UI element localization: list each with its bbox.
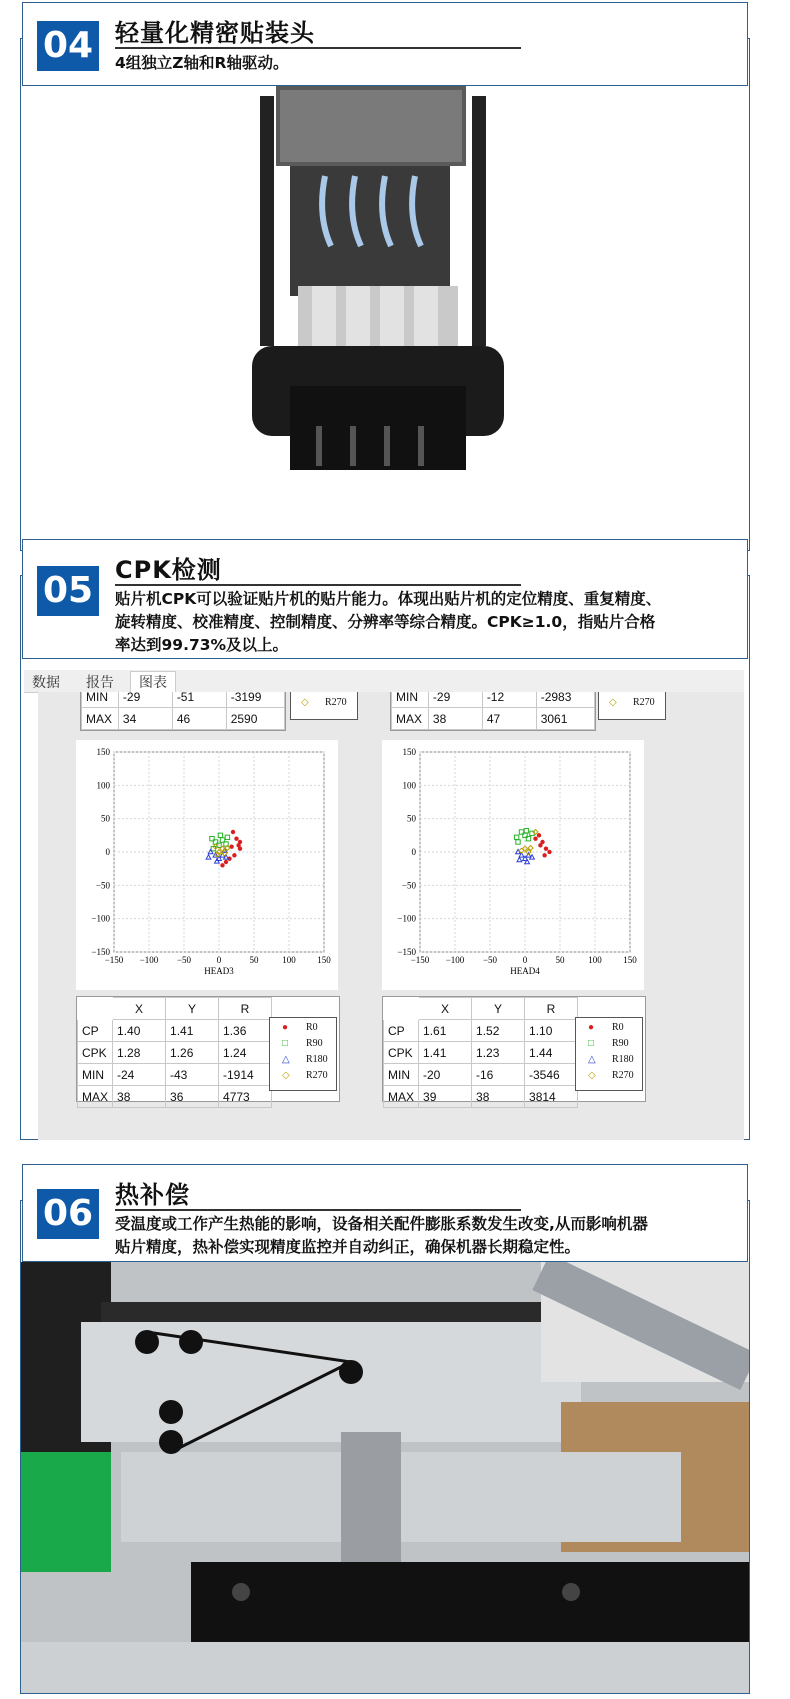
x-tick-label: −50: [176, 955, 192, 965]
scatter-chart-head3: [76, 740, 338, 990]
data-point-r0: [220, 863, 224, 867]
section-description: 受温度或工作产生热能的影响，设备相关配件膨胀系数发生改变,从而影响机器 贴片精度，热补偿实现精度监控并自动纠正，确保机器长期稳定性。: [115, 1215, 648, 1256]
table-row: MIN -29 -12 -2983: [392, 692, 595, 708]
legend-marker-icon: ◇: [609, 697, 617, 708]
section-title: CPK检测: [115, 556, 222, 584]
data-point-r0: [232, 853, 236, 857]
y-tick-label: −100: [397, 913, 416, 924]
scatter-plot-head3: [76, 740, 338, 990]
legend-marker-icon: □: [282, 1038, 289, 1049]
y-tick-label: 150: [402, 747, 416, 757]
machine-interior-photo: [21, 1262, 749, 1693]
x-tick-label: −150: [104, 955, 124, 965]
data-point-r0: [533, 836, 537, 840]
table-row: MIN -20 -16 -3546: [384, 1064, 578, 1086]
y-tick-label: −100: [91, 913, 110, 924]
legend-label: R90: [306, 1038, 323, 1049]
data-point-r0: [537, 833, 541, 837]
data-point-r0: [547, 850, 551, 854]
x-tick-label: 0: [216, 955, 222, 965]
legend-label: R270: [612, 1070, 634, 1081]
legend-marker-icon: ◇: [301, 697, 309, 708]
section-description: 贴片机CPK可以验证贴片机的贴片能力。体现出贴片机的定位精度、重复精度、 旋转精度、校准精度、控制精度、分辨率等综合精度。CPK≥1.0，指贴片合格 率达到99.73%及以上。: [115, 590, 662, 654]
y-tick-label: −150: [91, 947, 110, 957]
legend-label: R180: [306, 1054, 328, 1065]
data-point-r0: [238, 840, 242, 844]
cpk-chart-panel: [38, 692, 744, 1140]
section-06-header: [22, 1164, 748, 1262]
section-title: 热补偿: [115, 1181, 190, 1209]
x-tick-label: 100: [282, 955, 296, 965]
y-tick-label: 0: [411, 847, 416, 857]
x-tick-label: −50: [482, 955, 498, 965]
data-point-r0: [238, 846, 242, 850]
table-row: CPK 1.41 1.23 1.44: [384, 1042, 578, 1064]
software-tab-bar: [24, 670, 744, 693]
table-header-row: X Y R: [78, 998, 272, 1020]
legend-head3: [269, 1017, 337, 1091]
top-stats-table-left: [80, 692, 286, 731]
x-tick-label: 100: [588, 955, 602, 965]
y-tick-label: 0: [105, 847, 110, 857]
legend-head4: [575, 1017, 643, 1091]
x-tick-label: 50: [555, 955, 565, 965]
section-badge: 04: [37, 21, 99, 71]
table-row: MAX 38 36 4773: [78, 1086, 272, 1108]
legend-marker-icon: ◇: [282, 1070, 290, 1081]
table-row: MAX 38 47 3061: [392, 708, 595, 730]
data-point-r0: [234, 836, 238, 840]
legend-marker-icon: ◇: [588, 1070, 596, 1081]
section-05-header: [22, 539, 748, 659]
y-tick-label: −50: [401, 880, 416, 891]
y-tick-label: 100: [96, 780, 110, 791]
y-tick-label: 150: [96, 747, 110, 757]
scatter-chart-head4: [382, 740, 644, 990]
section-04-header: [22, 2, 748, 86]
x-tick-label: −150: [410, 955, 430, 965]
legend-marker-icon: ●: [282, 1022, 289, 1033]
y-tick-label: 50: [101, 813, 110, 824]
data-point-r0: [224, 860, 228, 864]
data-point-r0: [542, 853, 546, 857]
top-stats-table-right: [390, 692, 596, 731]
legend-marker-icon: ●: [588, 1022, 595, 1033]
data-point-r0: [538, 843, 542, 847]
section-badge: 06: [37, 1189, 99, 1239]
legend-marker-icon: □: [588, 1038, 595, 1049]
x-tick-label: 0: [522, 955, 528, 965]
legend-marker-icon: △: [588, 1054, 596, 1065]
table-header-row: X Y R: [384, 998, 578, 1020]
section-description: 4组独立Z轴和R轴驱动。: [115, 54, 289, 72]
tab-data[interactable]: 数据: [32, 675, 60, 691]
cpk-stats-table-head3: [76, 996, 340, 1102]
legend-label: R270: [325, 697, 347, 708]
legend-label: R0: [612, 1022, 624, 1033]
scatter-plot-head4: [382, 740, 644, 990]
legend-label: R270: [633, 697, 655, 708]
top-legend-left: [290, 692, 358, 720]
table-row: CP 1.40 1.41 1.36: [78, 1020, 272, 1042]
table-row: CPK 1.28 1.26 1.24: [78, 1042, 272, 1064]
table-row: CP 1.61 1.52 1.10: [384, 1020, 578, 1042]
placement-head-photo: [250, 86, 506, 470]
table-row: MIN -24 -43 -1914: [78, 1064, 272, 1086]
x-axis-label: HEAD3: [204, 966, 234, 976]
section-badge: 05: [37, 566, 99, 616]
x-tick-label: −100: [139, 955, 159, 965]
tab-chart[interactable]: 图表: [130, 671, 176, 693]
data-point-r0: [544, 846, 548, 850]
table-row: MAX 39 38 3814: [384, 1086, 578, 1108]
y-tick-label: 100: [402, 780, 416, 791]
y-tick-label: 50: [407, 813, 416, 824]
x-tick-label: −100: [445, 955, 465, 965]
y-tick-label: −150: [397, 947, 416, 957]
legend-marker-icon: △: [282, 1054, 290, 1065]
x-tick-label: 150: [317, 955, 331, 965]
top-legend-right: [598, 692, 666, 720]
legend-label: R90: [612, 1038, 629, 1049]
legend-label: R0: [306, 1022, 318, 1033]
data-point-r0: [231, 830, 235, 834]
x-tick-label: 50: [249, 955, 259, 965]
y-tick-label: −50: [95, 880, 110, 891]
table-row: MAX 34 46 2590: [82, 708, 285, 730]
title-underline: [115, 47, 521, 49]
table-row: MIN -29 -51 -3199: [82, 692, 285, 708]
title-underline: [115, 1209, 521, 1211]
x-axis-label: HEAD4: [510, 966, 540, 976]
cpk-stats-table-head4: [382, 996, 646, 1102]
legend-label: R180: [612, 1054, 634, 1065]
legend-label: R270: [306, 1070, 328, 1081]
tab-report[interactable]: 报告: [86, 675, 114, 691]
title-underline: [115, 584, 521, 586]
section-title: 轻量化精密贴装头: [115, 19, 315, 47]
x-tick-label: 150: [623, 955, 637, 965]
